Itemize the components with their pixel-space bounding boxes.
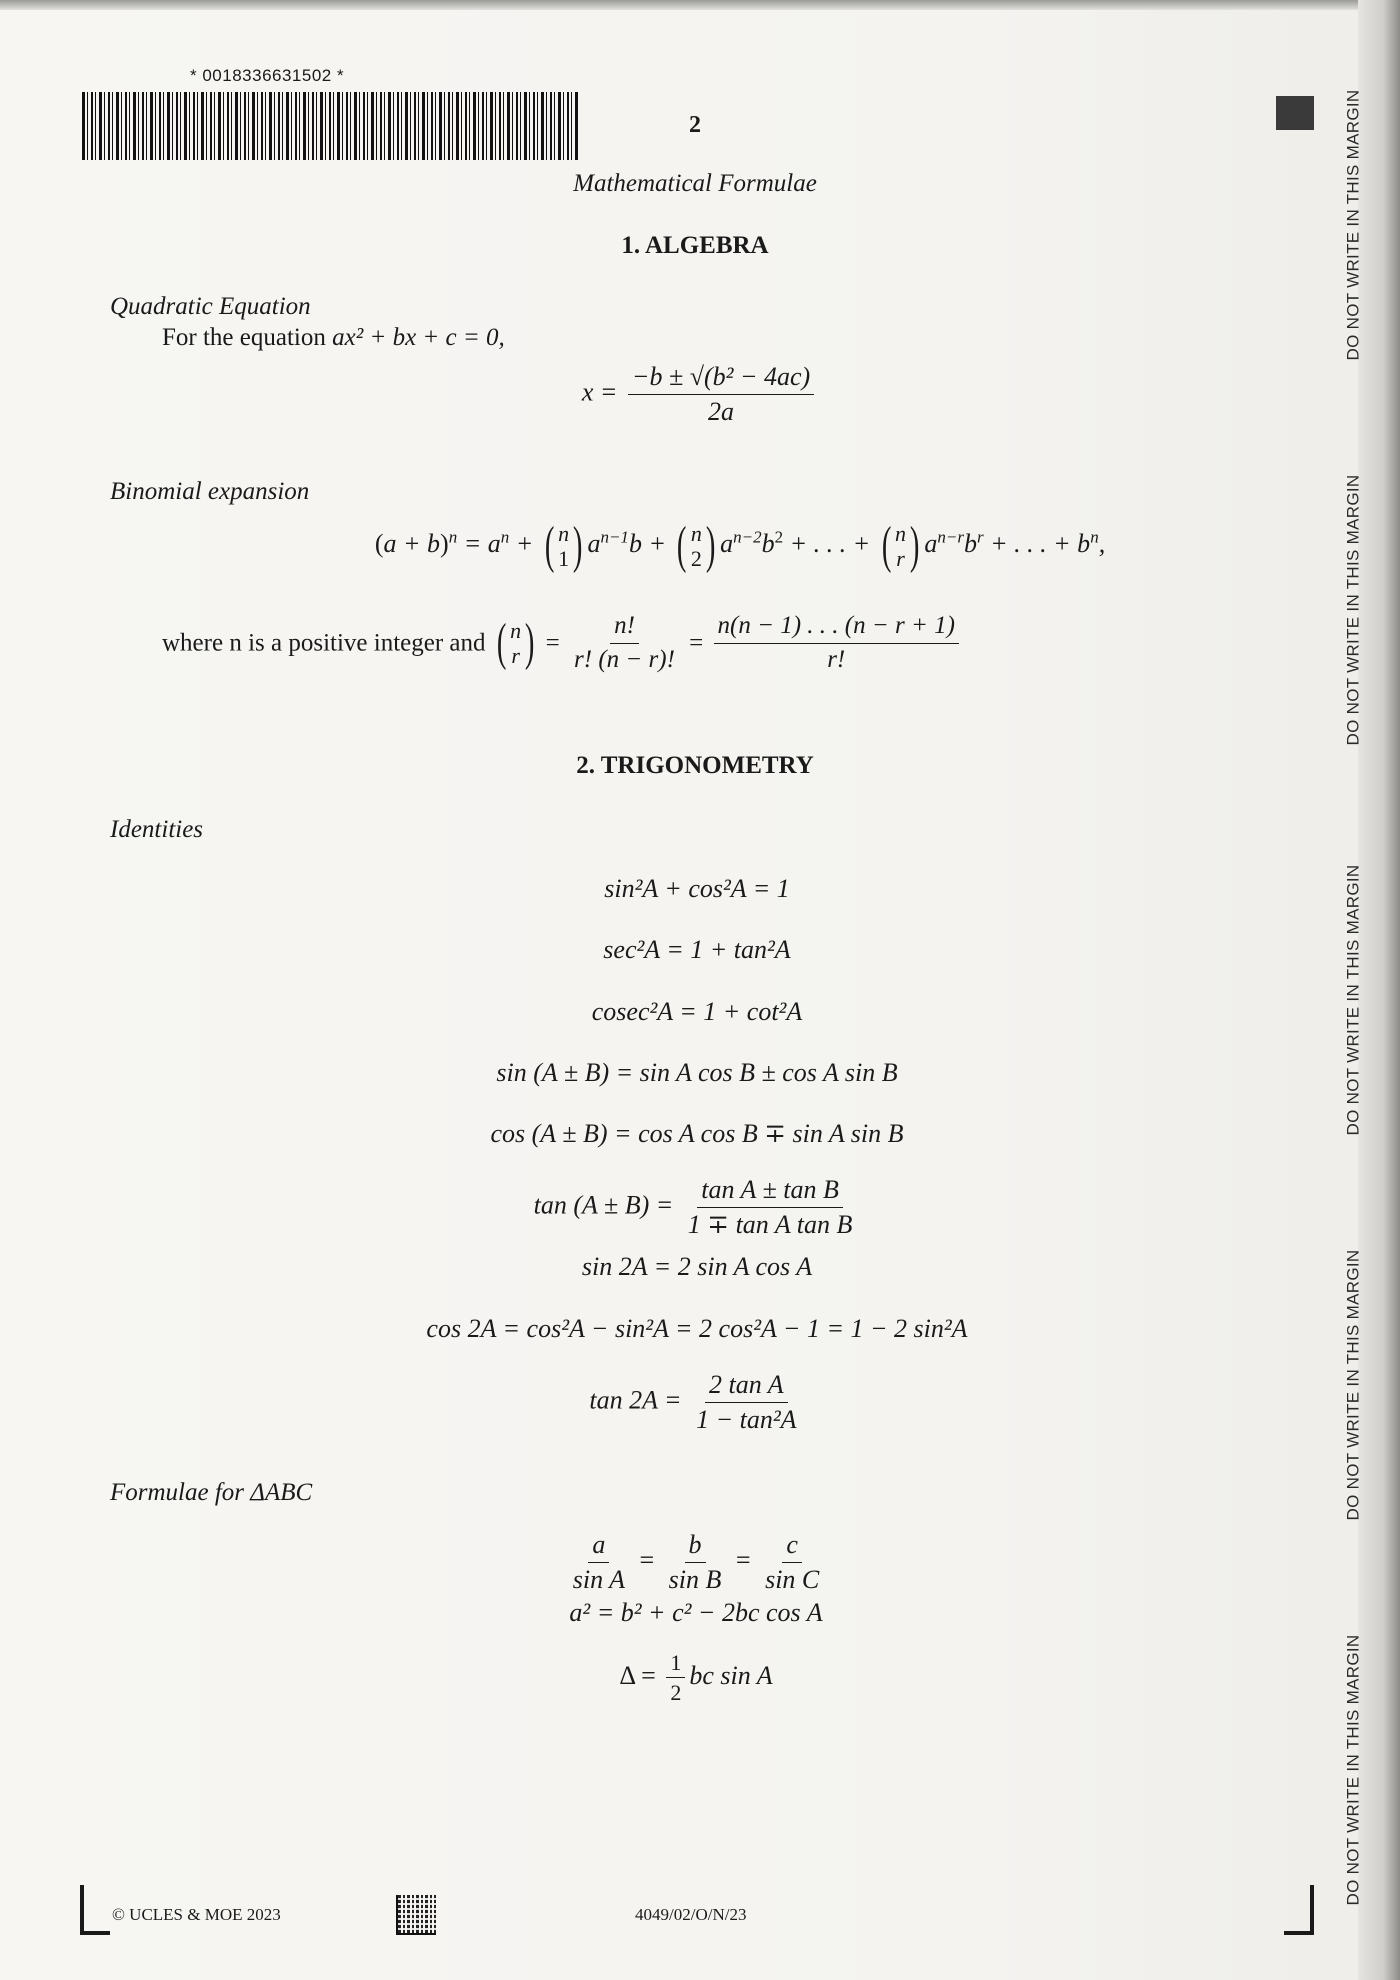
page-title: Mathematical Formulae xyxy=(573,170,817,197)
identity-2: sec²A = 1 + tan²A xyxy=(603,935,791,964)
binomial-label: Binomial expansion xyxy=(110,478,310,505)
margin-warning: DO NOT WRITE IN THIS MARGIN xyxy=(1343,1634,1363,1906)
factorial-numerator: n! xyxy=(610,612,639,644)
registration-mark xyxy=(1276,96,1314,130)
quadratic-numerator: −b ± √(b² − 4ac) xyxy=(628,362,814,395)
binomial-coefficient-definition: where n is a positive integer and ( n r ) = $\frac{n!}{r! (n - r)!}$ = $\frac{n(n - 1) . . . (n - r + 1)}{r!}$ xyxy=(162,612,963,675)
barcode xyxy=(82,92,578,160)
binomial-expansion: $(a + b)^n = a^n$ + ( n 1 ) $a^{n-1}b$ + ( n 2 ) $a^{n-2}b^2$ + . . . + ( n r ) $a^{n-r}b^r$ + . . . + $b^n$, xyxy=(374,517,1106,574)
product-numerator: n(n − 1) . . . (n − r + 1) xyxy=(714,612,959,644)
section-heading-trigonometry: 2. TRIGONOMETRY xyxy=(576,752,814,779)
quadratic-equation: ax² + bx + c = 0, xyxy=(332,324,505,351)
quadratic-intro: For the equation ax² + bx + c = 0, xyxy=(162,324,505,351)
identity-1: sin²A + cos²A = 1 xyxy=(604,874,790,903)
footer-copyright: © UCLES & MOE 2023 xyxy=(112,1905,281,1924)
sine-rule: $\frac{a}{\text{sin A}}$ = $\frac{b}{\text{sin B}}$ = $\frac{c}{\text{sin C}}$ xyxy=(572,1530,820,1594)
quadratic-label: Quadratic Equation xyxy=(110,293,311,320)
margin-warning: DO NOT WRITE IN THIS MARGIN xyxy=(1343,864,1363,1136)
identity-5: cos (A ± B) = cos A cos B ∓ sin A sin B xyxy=(490,1119,904,1148)
datamatrix-code xyxy=(396,1895,436,1935)
margin-warning: DO NOT WRITE IN THIS MARGIN xyxy=(1343,89,1363,361)
identity-3: cosec²A = 1 + cot²A xyxy=(591,997,803,1026)
margin-warning: DO NOT WRITE IN THIS MARGIN xyxy=(1343,474,1363,746)
tan-sum-numerator: tan A ± tan B xyxy=(697,1175,843,1208)
identity-7: cos 2A = cos²A − sin²A = 2 cos²A − 1 = 1 − 2 sin²A xyxy=(426,1314,968,1343)
tan-sum-formula: tan (A ± B) = $\frac{\text{tan A ± tan B}}{\text{1 ∓ tan A tan B}}$ xyxy=(0,1175,1397,1240)
margin-warning: DO NOT WRITE IN THIS MARGIN xyxy=(1343,1249,1363,1521)
tan-double-formula: tan 2A = $\frac{\text{2 tan A}}{\text{1 − tan²A}}$ xyxy=(0,1370,1397,1435)
identity-6: sin 2A = 2 sin A cos A xyxy=(581,1252,813,1281)
tan-sum-denominator: 1 ∓ tan A tan B xyxy=(687,1209,853,1239)
identities-label: Identities xyxy=(110,816,204,843)
quadratic-denominator: 2a xyxy=(708,396,735,426)
corner-mark-right xyxy=(1284,1885,1314,1935)
triangle-label: Formulae for ΔABC xyxy=(110,1479,313,1506)
page-number: 2 xyxy=(689,112,701,138)
quadratic-formula: x = $\frac{\text{−b ± √(b² − 4ac)}}{2a}$ xyxy=(0,362,1400,427)
corner-mark-left xyxy=(80,1885,110,1935)
identity-4: sin (A ± B) = sin A cos B ± cos A sin B xyxy=(496,1058,898,1087)
cosine-rule: a² = b² + c² − 2bc cos A xyxy=(569,1598,823,1627)
factorial-denominator: r! (n − r)! xyxy=(574,645,675,673)
footer-paper-code: 4049/02/O/N/23 xyxy=(635,1905,747,1924)
section-heading-algebra: 1. ALGEBRA xyxy=(621,232,769,259)
area-formula: Δ = $\frac{1}{2}$ bc sin A xyxy=(619,1650,773,1706)
barcode-number: * 0018336631502 * xyxy=(190,66,345,85)
page-top-edge xyxy=(0,0,1400,10)
tan-double-denominator: 1 − tan²A xyxy=(696,1404,797,1434)
product-denominator: r! xyxy=(827,645,846,673)
tan-double-numerator: 2 tan A xyxy=(705,1370,788,1403)
